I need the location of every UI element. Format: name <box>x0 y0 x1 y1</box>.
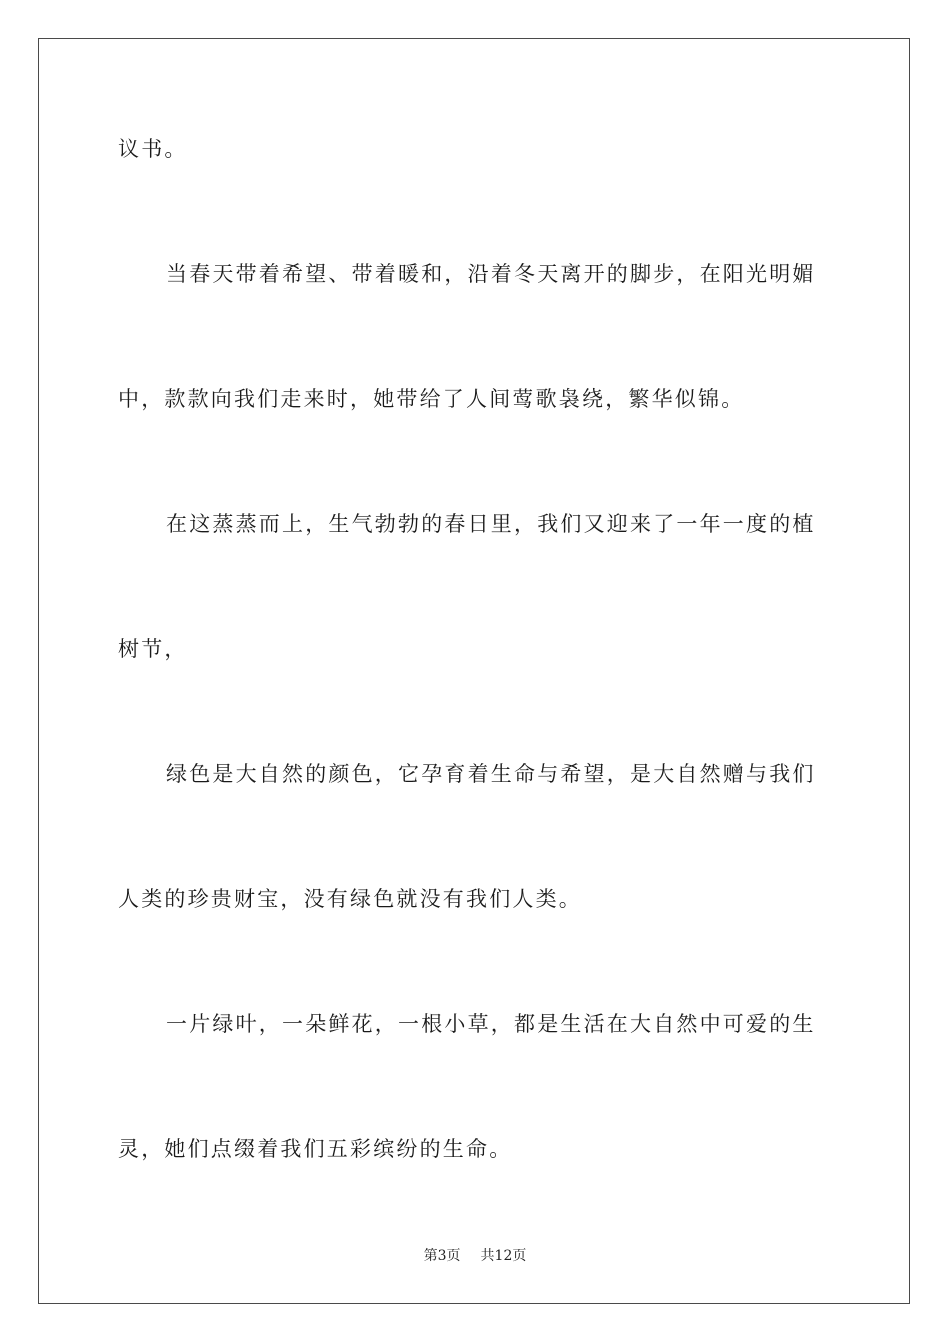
text-line-3: 中，款款向我们走来时，她带给了人间莺歌袅绕，繁华似锦。 <box>118 387 745 411</box>
page-footer <box>0 1246 950 1266</box>
text-line-6: 绿色是大自然的颜色，它孕育着生命与希望，是大自然赠与我们 <box>166 762 816 786</box>
page-number-total: 共12页 <box>480 1248 527 1264</box>
page-border <box>38 38 910 1304</box>
text-line-7: 人类的珍贵财宝，没有绿色就没有我们人类。 <box>118 887 582 911</box>
text-line-4: 在这蒸蒸而上，生气勃勃的春日里，我们又迎来了一年一度的植 <box>166 512 816 536</box>
text-line-2: 当春天带着希望、带着暖和，沿着冬天离开的脚步，在阳光明媚 <box>166 262 816 286</box>
text-line-8: 一片绿叶，一朵鲜花，一根小草，都是生活在大自然中可爱的生 <box>166 1012 816 1036</box>
text-line-9: 灵，她们点缀着我们五彩缤纷的生命。 <box>118 1137 513 1161</box>
text-line-1: 议书。 <box>118 137 188 161</box>
page-number-current: 第3页 <box>423 1248 461 1264</box>
text-line-5: 树节， <box>118 637 188 661</box>
